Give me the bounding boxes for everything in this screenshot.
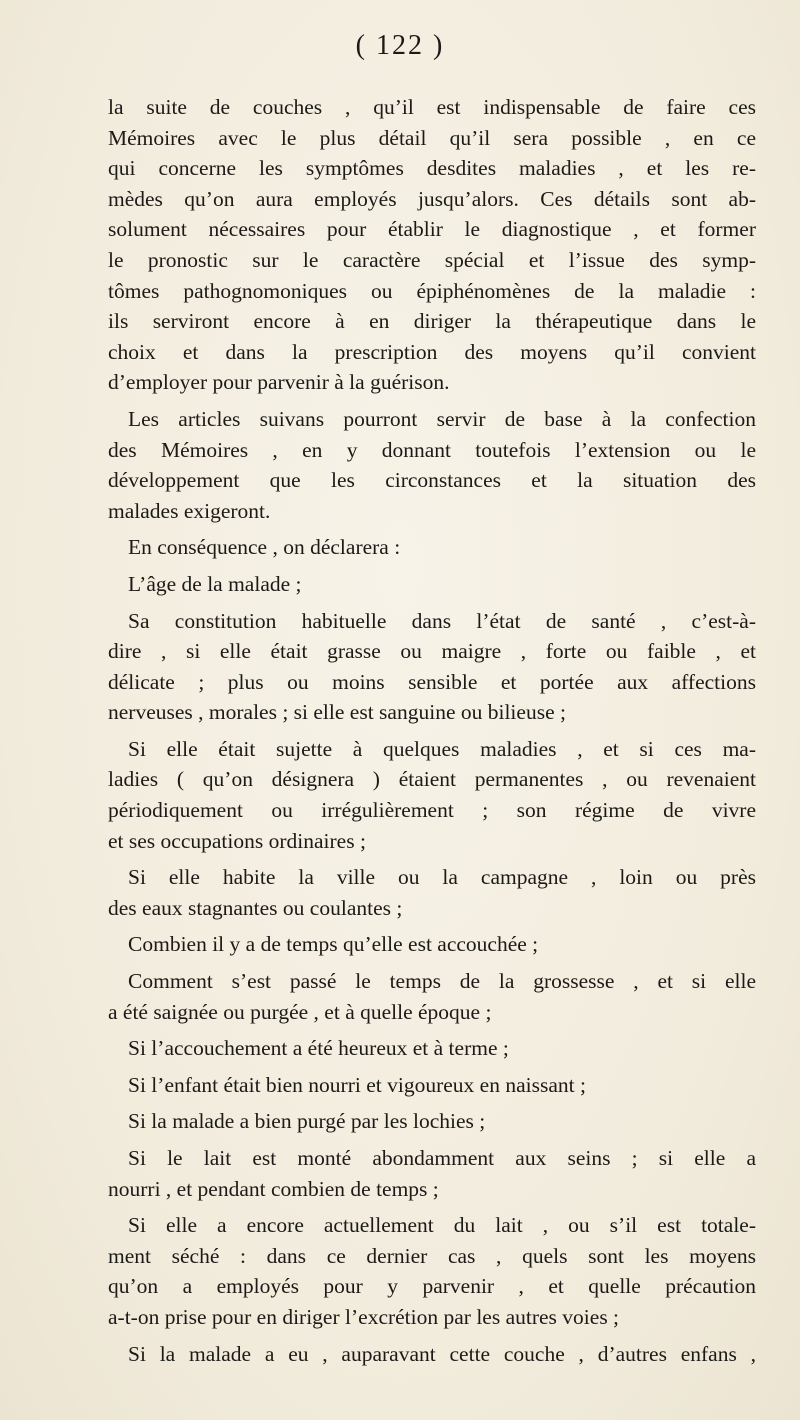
text-line: tômes pathognomoniques ou épiphénomènes de la maladie : xyxy=(108,278,756,303)
text-line: ils serviront encore à en diriger la thérapeutique dans le xyxy=(108,309,756,334)
text-line: qui concerne les symptômes desdites maladies , et les re- xyxy=(108,156,756,181)
text-line: développement que les circonstances et la situation des xyxy=(108,468,756,493)
text-line: des Mémoires , en y donnant toutefois l’extension ou le xyxy=(108,437,756,462)
text-line: nerveuses , morales ; si elle est sanguine ou bilieuse ; xyxy=(108,700,566,725)
text-line: et ses occupations ordinaires ; xyxy=(108,828,366,853)
text-line: ment séché : dans ce dernier cas , quels sont les moyens xyxy=(108,1243,756,1268)
text-line: périodiquement ou irrégulièrement ; son régime de vivre xyxy=(108,798,756,823)
text-line: la suite de couches , qu’il est indispensable de faire ces xyxy=(108,95,756,119)
text-line: a-t-on prise pour en diriger l’excrétion par les autres voies ; xyxy=(108,1304,620,1329)
text-line: Si la malade a bien purgé par les lochies ; xyxy=(128,1109,486,1134)
text-line: malades exigeront. xyxy=(108,498,271,523)
text-line: nourri , et pendant combien de temps ; xyxy=(108,1176,439,1201)
text-line: Combien il y a de temps qu’elle est accouchée ; xyxy=(128,932,539,957)
text-line: Si le lait est monté abondamment aux seins ; si elle a xyxy=(128,1146,756,1170)
text-line: Si la malade a eu , auparavant cette couche , d’autres enfans , xyxy=(128,1341,756,1366)
text-line: d’employer pour parvenir à la guérison. xyxy=(108,370,450,395)
text-line: qu’on a employés pour y parvenir , et quelle précaution xyxy=(108,1274,756,1299)
text-line: des eaux stagnantes ou coulantes ; xyxy=(108,895,403,920)
text-line: Si l’enfant était bien nourri et vigoureux en naissant ; xyxy=(128,1072,586,1097)
body-text xyxy=(108,92,756,1369)
text-line: Comment s’est passé le temps de la grossesse , et si elle xyxy=(128,969,756,994)
text-line: mèdes qu’on aura employés jusqu’alors. Ces détails sont ab- xyxy=(108,186,756,211)
text-line: a été saignée ou purgée , et à quelle époque ; xyxy=(108,999,492,1024)
text-line: Mémoires avec le plus détail qu’il sera possible , en ce xyxy=(108,125,756,150)
text-line: Les articles suivans pourront servir de base à la confection xyxy=(128,406,756,431)
text-line: le pronostic sur le caractère spécial et l’issue des symp- xyxy=(108,247,756,272)
text-line: solument nécessaires pour établir le diagnostique , et former xyxy=(108,217,756,242)
text-line: Si elle habite la ville ou la campagne , loin ou près xyxy=(128,865,756,890)
text-line: Si elle a encore actuellement du lait , ou s’il est totale- xyxy=(128,1213,756,1238)
text-line: Si l’accouchement a été heureux et à terme ; xyxy=(128,1036,509,1061)
text-line: ladies ( qu’on désignera ) étaient permanentes , ou revenaient xyxy=(108,767,756,792)
text-line: Si elle était sujette à quelques maladies , et si ces ma- xyxy=(128,736,756,761)
page-number: ( 122 ) xyxy=(355,30,445,61)
text-line: Sa constitution habituelle dans l’état de santé , c’est-à- xyxy=(128,608,756,633)
text-line: dire , si elle était grasse ou maigre , forte ou faible , et xyxy=(108,639,756,664)
text-line: délicate ; plus ou moins sensible et portée aux affections xyxy=(108,669,756,694)
text-line: En conséquence , on déclarera : xyxy=(128,535,401,560)
text-line: L’âge de la malade ; xyxy=(128,571,302,596)
text-line: choix et dans la prescription des moyens qu’il convient xyxy=(108,339,756,364)
